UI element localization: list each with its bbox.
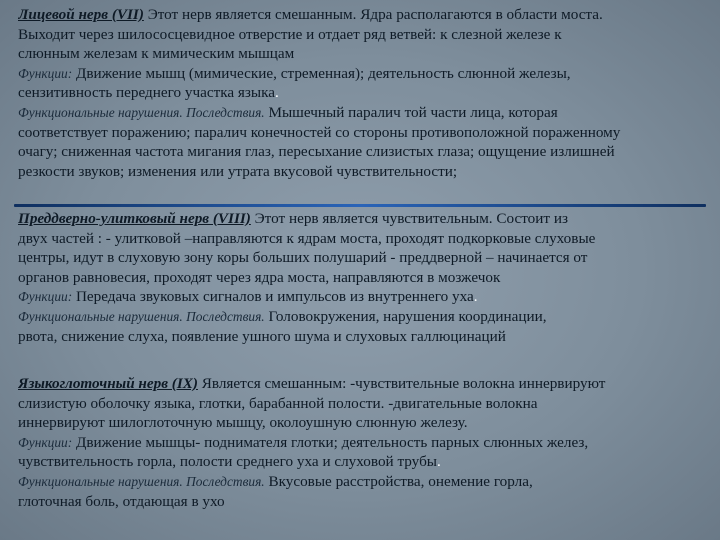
glosso-disorders-line-1 [18, 472, 706, 492]
vestibulo-disorders-line-1 [18, 307, 706, 327]
facial-functions-text-2: сензитивность переднего участка языка [18, 84, 276, 102]
facial-functions-line-1 [18, 64, 706, 84]
facial-nerve-section [18, 5, 706, 181]
glosso-functions-text: Движение мышцы- поднимателя глотки; деятельность парных слюнных желез, [72, 433, 589, 451]
vestibulo-intro-line-4: органов равновесия, проходят через ядра моста, направляются в мозжечок [18, 268, 501, 286]
facial-functions-text: Движение мышц (мимические, стременная); деятельность слюнной железы, [72, 64, 571, 82]
glosso-functions-line-2 [18, 452, 706, 472]
vestibulo-disorders-label: Функциональные нарушения. Последствия. [18, 308, 265, 324]
section-divider [14, 204, 706, 207]
glosso-functions-line-1 [18, 433, 706, 453]
glosso-intro-line-1 [18, 374, 706, 394]
facial-intro-line-3: слюнным железам к мимическим мышцам [18, 45, 295, 63]
facial-intro-line-1 [18, 5, 706, 25]
vestibulo-nerve-title: Преддверно-улитковый нерв (VIII) [18, 210, 251, 227]
glosso-intro-text: Является смешанным: -чувствительные волокна иннервируют [197, 375, 606, 392]
glosso-nerve-title: Языкоглоточный нерв (IX) [18, 375, 198, 392]
facial-disorders-line-4: резкости звуков; изменения или утрата вкусовой чувствительности; [18, 162, 458, 180]
vestibulo-intro-text: Этот нерв является чувствительным. Состоит из [250, 210, 568, 227]
glosso-disorders-line-2: глоточная боль, отдающая в ухо [18, 492, 225, 510]
facial-functions-line-2 [18, 83, 706, 103]
vestibulo-functions-text: Передача звуковых сигналов и импульсов из внутреннего уха [72, 288, 474, 306]
facial-disorders-line-2: соответствует поражению; паралич конечностей со стороны противоположной пораженному [18, 123, 621, 141]
facial-functions-label: Функции: [18, 65, 73, 81]
vestibulo-disorders-line-2: рвота, снижение слуха, появление ушного шума и слуховых галлюцинаций [18, 327, 506, 345]
glosso-functions-label: Функции: [18, 434, 73, 450]
facial-functions-dot: . [275, 84, 279, 102]
facial-nerve-title: Лицевой нерв (VII) [18, 6, 144, 23]
vestibulo-disorders-text: Головокружения, нарушения координации, [264, 307, 547, 325]
vestibulocochlear-nerve-section [18, 209, 706, 346]
glosso-intro-line-2: слизистую оболочку языка, глотки, барабанной полости. -двигательные волокна [18, 394, 538, 412]
glossopharyngeal-nerve-section [18, 374, 706, 511]
glosso-disorders-text: Вкусовые расстройства, онемение горла, [264, 472, 533, 490]
vestibulo-functions-label: Функции: [18, 289, 73, 305]
facial-disorders-line-3: очагу; сниженная частота мигания глаз, пересыхание слизистых глаза; ощущение излишней [18, 143, 615, 161]
facial-disorders-text: Мышечный паралич той части лица, которая [264, 103, 558, 121]
facial-disorders-label: Функциональные нарушения. Последствия. [18, 104, 265, 120]
vestibulo-functions-line-1 [18, 287, 706, 307]
vestibulo-intro-line-3: центры, идут в слуховую зону коры больших полушарий - преддверной – начинается от [18, 249, 588, 267]
vestibulo-functions-dot: . [473, 288, 478, 306]
glosso-functions-dot: . [437, 453, 441, 471]
facial-disorders-line-1 [18, 103, 706, 123]
glosso-intro-line-3: иннервируют шилоглоточную мышцу, околоушную слюнную железу. [18, 414, 468, 432]
vestibulo-intro-line-2: двух частей : - улитковой –направляются к ядрам моста, проходят подкорковые слуховые [18, 229, 596, 247]
facial-intro-line-2: Выходит через шилососцевидное отверстие и отдает ряд ветвей: к слезной железе к [18, 25, 562, 43]
glosso-disorders-label: Функциональные нарушения. Последствия. [18, 473, 265, 489]
glosso-functions-text-2: чувствительность горла, полости среднего уха и слуховой трубы [18, 453, 438, 471]
facial-intro-text: Этот нерв является смешанным. Ядра располагаются в области моста. [143, 6, 603, 23]
vestibulo-intro-line-1 [18, 209, 706, 229]
